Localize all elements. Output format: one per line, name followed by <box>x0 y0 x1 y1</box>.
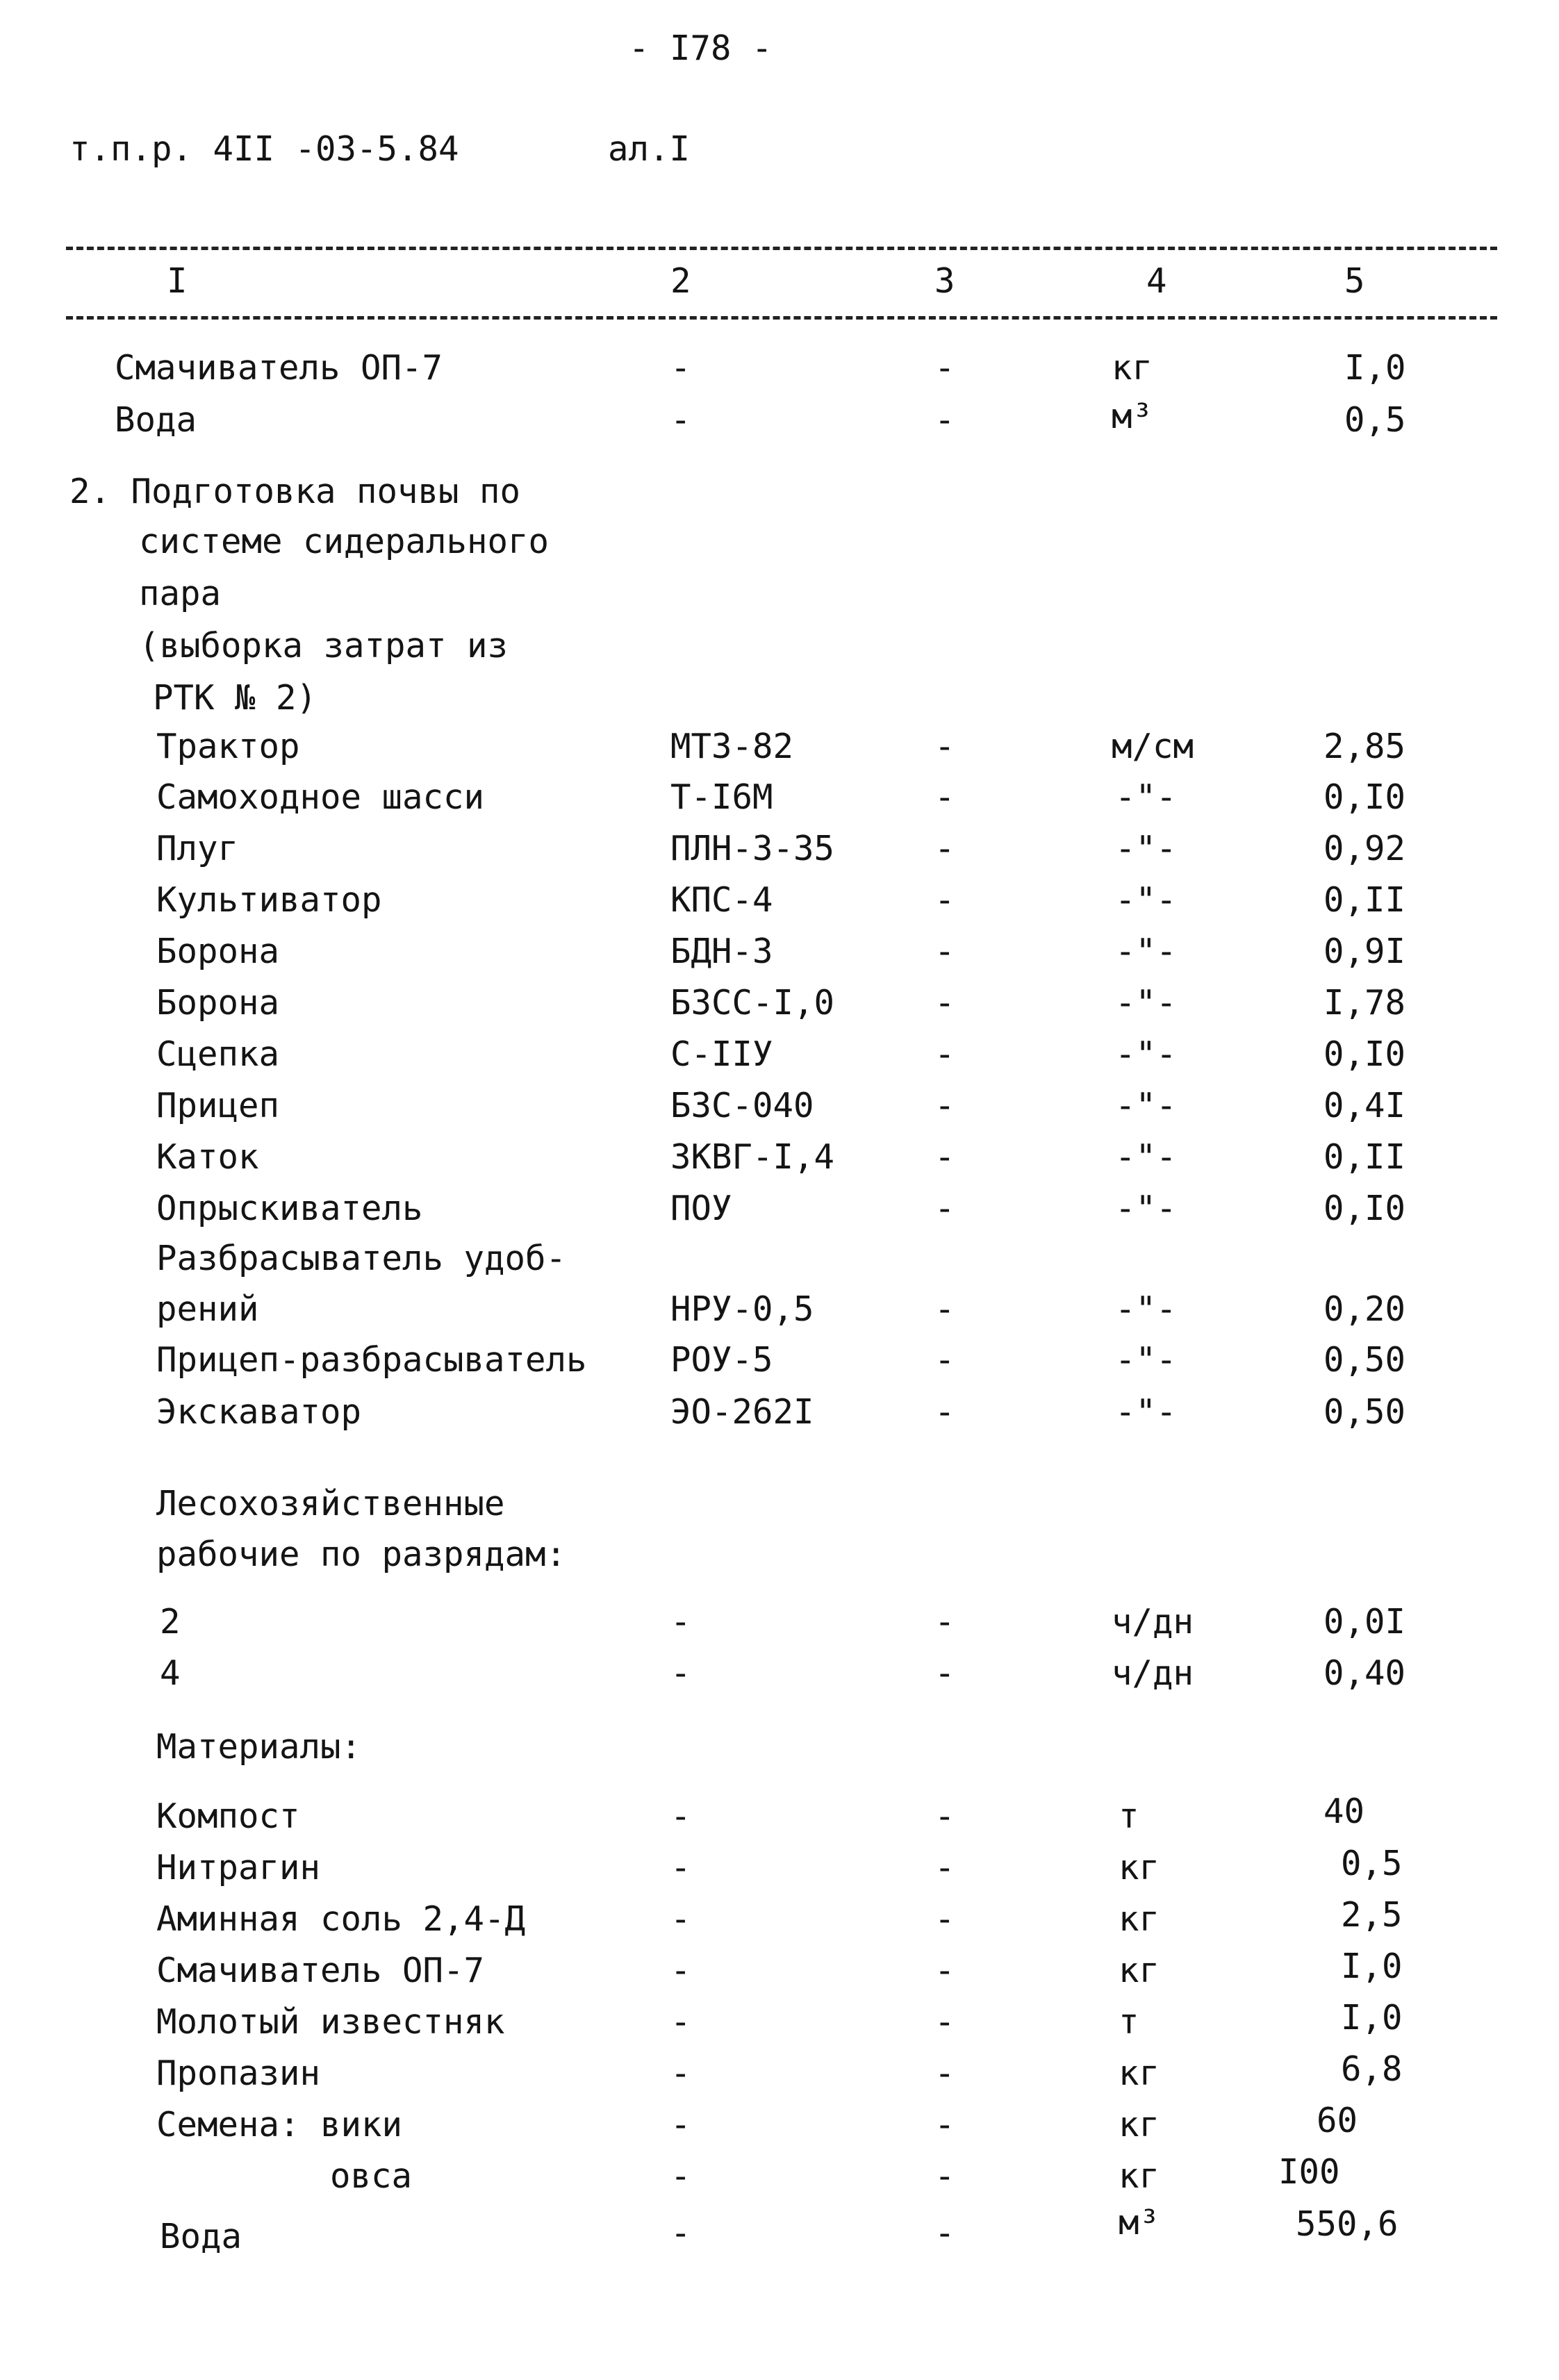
section-line: пара <box>139 574 222 613</box>
cell-value: 0,I0 <box>1323 1034 1406 1074</box>
cell-name: Прицеп-разбрасыватель <box>156 1340 587 1380</box>
cell-brand: - <box>670 1848 691 1887</box>
cell-col3: - <box>934 1340 955 1380</box>
cell-col3: - <box>934 348 955 388</box>
cell-value: 0,9I <box>1323 932 1406 971</box>
cell-col3: - <box>934 1289 955 1329</box>
column-header-4: 4 <box>1146 261 1167 301</box>
cell-brand: БЗСС-I,0 <box>670 983 835 1023</box>
cell-unit: м/см <box>1112 727 1194 766</box>
cell-unit: кг <box>1119 2105 1160 2145</box>
cell-name: Трактор <box>156 727 300 766</box>
cell-col3: - <box>934 2002 955 2042</box>
cell-value: 0,92 <box>1323 829 1406 868</box>
cell-name: Сцепка <box>156 1034 280 1074</box>
cell-value: 0,II <box>1323 1137 1406 1177</box>
cell-value: 550,6 <box>1296 2204 1399 2244</box>
cell-col3: - <box>934 2105 955 2145</box>
cell-value: 40 <box>1323 1792 1365 1831</box>
cell-col3: - <box>934 932 955 971</box>
cell-value: I,0 <box>1344 348 1406 388</box>
cell-unit: -"- <box>1115 932 1177 971</box>
cell-unit: -"- <box>1115 880 1177 920</box>
cell-value: 0,5 <box>1344 400 1406 440</box>
cell-name: Аминная соль 2,4-Д <box>156 1899 526 1939</box>
cell-brand: РОУ-5 <box>670 1340 773 1380</box>
materials-heading: Материалы: <box>156 1727 362 1767</box>
cell-col3: - <box>934 1392 955 1432</box>
sheet-label: ал.I <box>608 129 691 169</box>
cell-name: Борона <box>156 932 280 971</box>
cell-value: 2,85 <box>1323 727 1406 766</box>
cell-value: I,0 <box>1341 1998 1403 2038</box>
cell-value: 0,II <box>1323 880 1406 920</box>
cell-brand: - <box>670 400 691 440</box>
cell-name: овса <box>330 2156 413 2196</box>
cell-col3: - <box>934 1848 955 1887</box>
cell-brand: КПС-4 <box>670 880 773 920</box>
cell-value: 0,50 <box>1323 1340 1406 1380</box>
cell-unit: -"- <box>1115 1189 1177 1228</box>
workers-heading: Лесохозяйственные <box>156 1484 505 1523</box>
cell-value: I,0 <box>1341 1947 1403 1986</box>
cell-brand: - <box>670 2213 691 2253</box>
cell-unit: т <box>1119 1796 1139 1836</box>
cell-brand: БДН-3 <box>670 932 773 971</box>
page-number: - I78 - <box>629 28 773 68</box>
cell-name: Культиватор <box>156 880 382 920</box>
cell-brand: - <box>670 2105 691 2145</box>
cell-brand: ПОУ <box>670 1189 732 1228</box>
cell-unit: кг <box>1119 2156 1160 2196</box>
cell-value: 0,40 <box>1323 1653 1406 1693</box>
cell-brand: ПЛН-3-35 <box>670 829 835 868</box>
cell-unit: -"- <box>1115 1392 1177 1432</box>
cell-col3: - <box>934 2213 955 2253</box>
document-code: т.п.р. 4II -03-5.84 <box>69 129 459 169</box>
cell-col3: - <box>934 1034 955 1074</box>
cell-name: Опрыскиватель <box>156 1189 423 1228</box>
cell-name: Семена: вики <box>156 2105 403 2145</box>
table-top-rule <box>66 247 1497 250</box>
cell-unit: ч/дн <box>1112 1653 1194 1693</box>
cell-brand: - <box>670 1796 691 1836</box>
cell-unit: -"- <box>1115 829 1177 868</box>
cell-value: 0,4I <box>1323 1086 1406 1125</box>
cell-unit: -"- <box>1115 1086 1177 1125</box>
column-header-3: 3 <box>934 261 955 301</box>
cell-value: 60 <box>1317 2101 1358 2140</box>
cell-unit: ч/дн <box>1112 1602 1194 1642</box>
cell-value: 2,5 <box>1341 1895 1403 1935</box>
cell-name: Вода <box>115 400 197 440</box>
cell-col3: - <box>934 400 955 440</box>
cell-name: Плуг <box>156 829 239 868</box>
cell-unit: м³ <box>1119 2203 1160 2242</box>
cell-value: I00 <box>1278 2152 1340 2192</box>
cell-unit: т <box>1119 2002 1139 2042</box>
cell-unit: -"- <box>1115 1034 1177 1074</box>
cell-name: Экскаватор <box>156 1392 362 1432</box>
cell-brand: МТЗ-82 <box>670 727 794 766</box>
section-line: (выборка затрат из <box>139 626 509 666</box>
column-header-1: I <box>167 261 188 301</box>
cell-col3: - <box>934 829 955 868</box>
cell-brand: ЗКВГ-I,4 <box>670 1137 835 1177</box>
cell-name: Прицеп <box>156 1086 280 1125</box>
cell-col3: - <box>934 1653 955 1693</box>
cell-name: 4 <box>160 1653 181 1693</box>
cell-name: Пропазин <box>156 2053 321 2093</box>
cell-col3: - <box>934 1796 955 1836</box>
cell-brand: Т-I6М <box>670 777 773 817</box>
cell-name: Борона <box>156 983 280 1023</box>
cell-value: 0,I0 <box>1323 777 1406 817</box>
cell-value: 6,8 <box>1341 2049 1403 2089</box>
cell-col3: - <box>934 777 955 817</box>
cell-unit: -"- <box>1115 1137 1177 1177</box>
cell-unit: кг <box>1112 348 1153 388</box>
cell-value: 0,20 <box>1323 1289 1406 1329</box>
cell-brand: НРУ-0,5 <box>670 1289 814 1329</box>
cell-brand: - <box>670 1951 691 1990</box>
cell-col3: - <box>934 2053 955 2093</box>
cell-col3: - <box>934 727 955 766</box>
cell-unit: -"- <box>1115 983 1177 1023</box>
cell-brand: - <box>670 2156 691 2196</box>
column-header-2: 2 <box>670 261 691 301</box>
cell-brand: - <box>670 1602 691 1642</box>
cell-col3: - <box>934 880 955 920</box>
cell-value: 0,50 <box>1323 1392 1406 1432</box>
column-header-5: 5 <box>1344 261 1365 301</box>
cell-value: 0,0I <box>1323 1602 1406 1642</box>
section-line: РТК № 2) <box>153 678 317 718</box>
cell-name: Вода <box>160 2217 242 2256</box>
cell-brand: - <box>670 2002 691 2042</box>
cell-col3: - <box>934 1602 955 1642</box>
cell-name: Молотый известняк <box>156 2002 505 2042</box>
cell-brand: - <box>670 1653 691 1693</box>
cell-brand: - <box>670 1899 691 1939</box>
cell-name: Нитрагин <box>156 1848 321 1887</box>
cell-col3: - <box>934 1137 955 1177</box>
cell-name: Компост <box>156 1796 300 1836</box>
cell-name-cont: рений <box>156 1289 259 1329</box>
cell-name: Разбрасыватель удоб- <box>156 1239 567 1278</box>
cell-unit: кг <box>1119 1848 1160 1887</box>
cell-col3: - <box>934 1086 955 1125</box>
cell-unit: кг <box>1119 2053 1160 2093</box>
cell-value: 0,5 <box>1341 1844 1403 1883</box>
section-line: системе сидерального <box>139 522 550 561</box>
cell-value: 0,I0 <box>1323 1189 1406 1228</box>
cell-col3: - <box>934 1951 955 1990</box>
section-line: 2. Подготовка почвы по <box>69 472 521 511</box>
cell-brand: - <box>670 348 691 388</box>
cell-col3: - <box>934 983 955 1023</box>
cell-name: Смачиватель ОП-7 <box>156 1951 485 1990</box>
cell-value: I,78 <box>1323 983 1406 1023</box>
cell-unit: м³ <box>1112 397 1153 436</box>
cell-name: 2 <box>160 1602 181 1642</box>
cell-brand: БЗС-040 <box>670 1086 814 1125</box>
cell-unit: кг <box>1119 1951 1160 1990</box>
workers-heading-cont: рабочие по разрядам: <box>156 1535 567 1574</box>
cell-unit: кг <box>1119 1899 1160 1939</box>
table-header-rule <box>66 316 1497 320</box>
cell-col3: - <box>934 1899 955 1939</box>
cell-unit: -"- <box>1115 1289 1177 1329</box>
cell-name: Самоходное шасси <box>156 777 485 817</box>
cell-brand: ЭО-262I <box>670 1392 814 1432</box>
cell-unit: -"- <box>1115 1340 1177 1380</box>
cell-name: Смачиватель ОП-7 <box>115 348 443 388</box>
cell-brand: С-IIУ <box>670 1034 773 1074</box>
cell-name: Каток <box>156 1137 259 1177</box>
cell-brand: - <box>670 2053 691 2093</box>
cell-col3: - <box>934 1189 955 1228</box>
cell-col3: - <box>934 2156 955 2196</box>
cell-unit: -"- <box>1115 777 1177 817</box>
